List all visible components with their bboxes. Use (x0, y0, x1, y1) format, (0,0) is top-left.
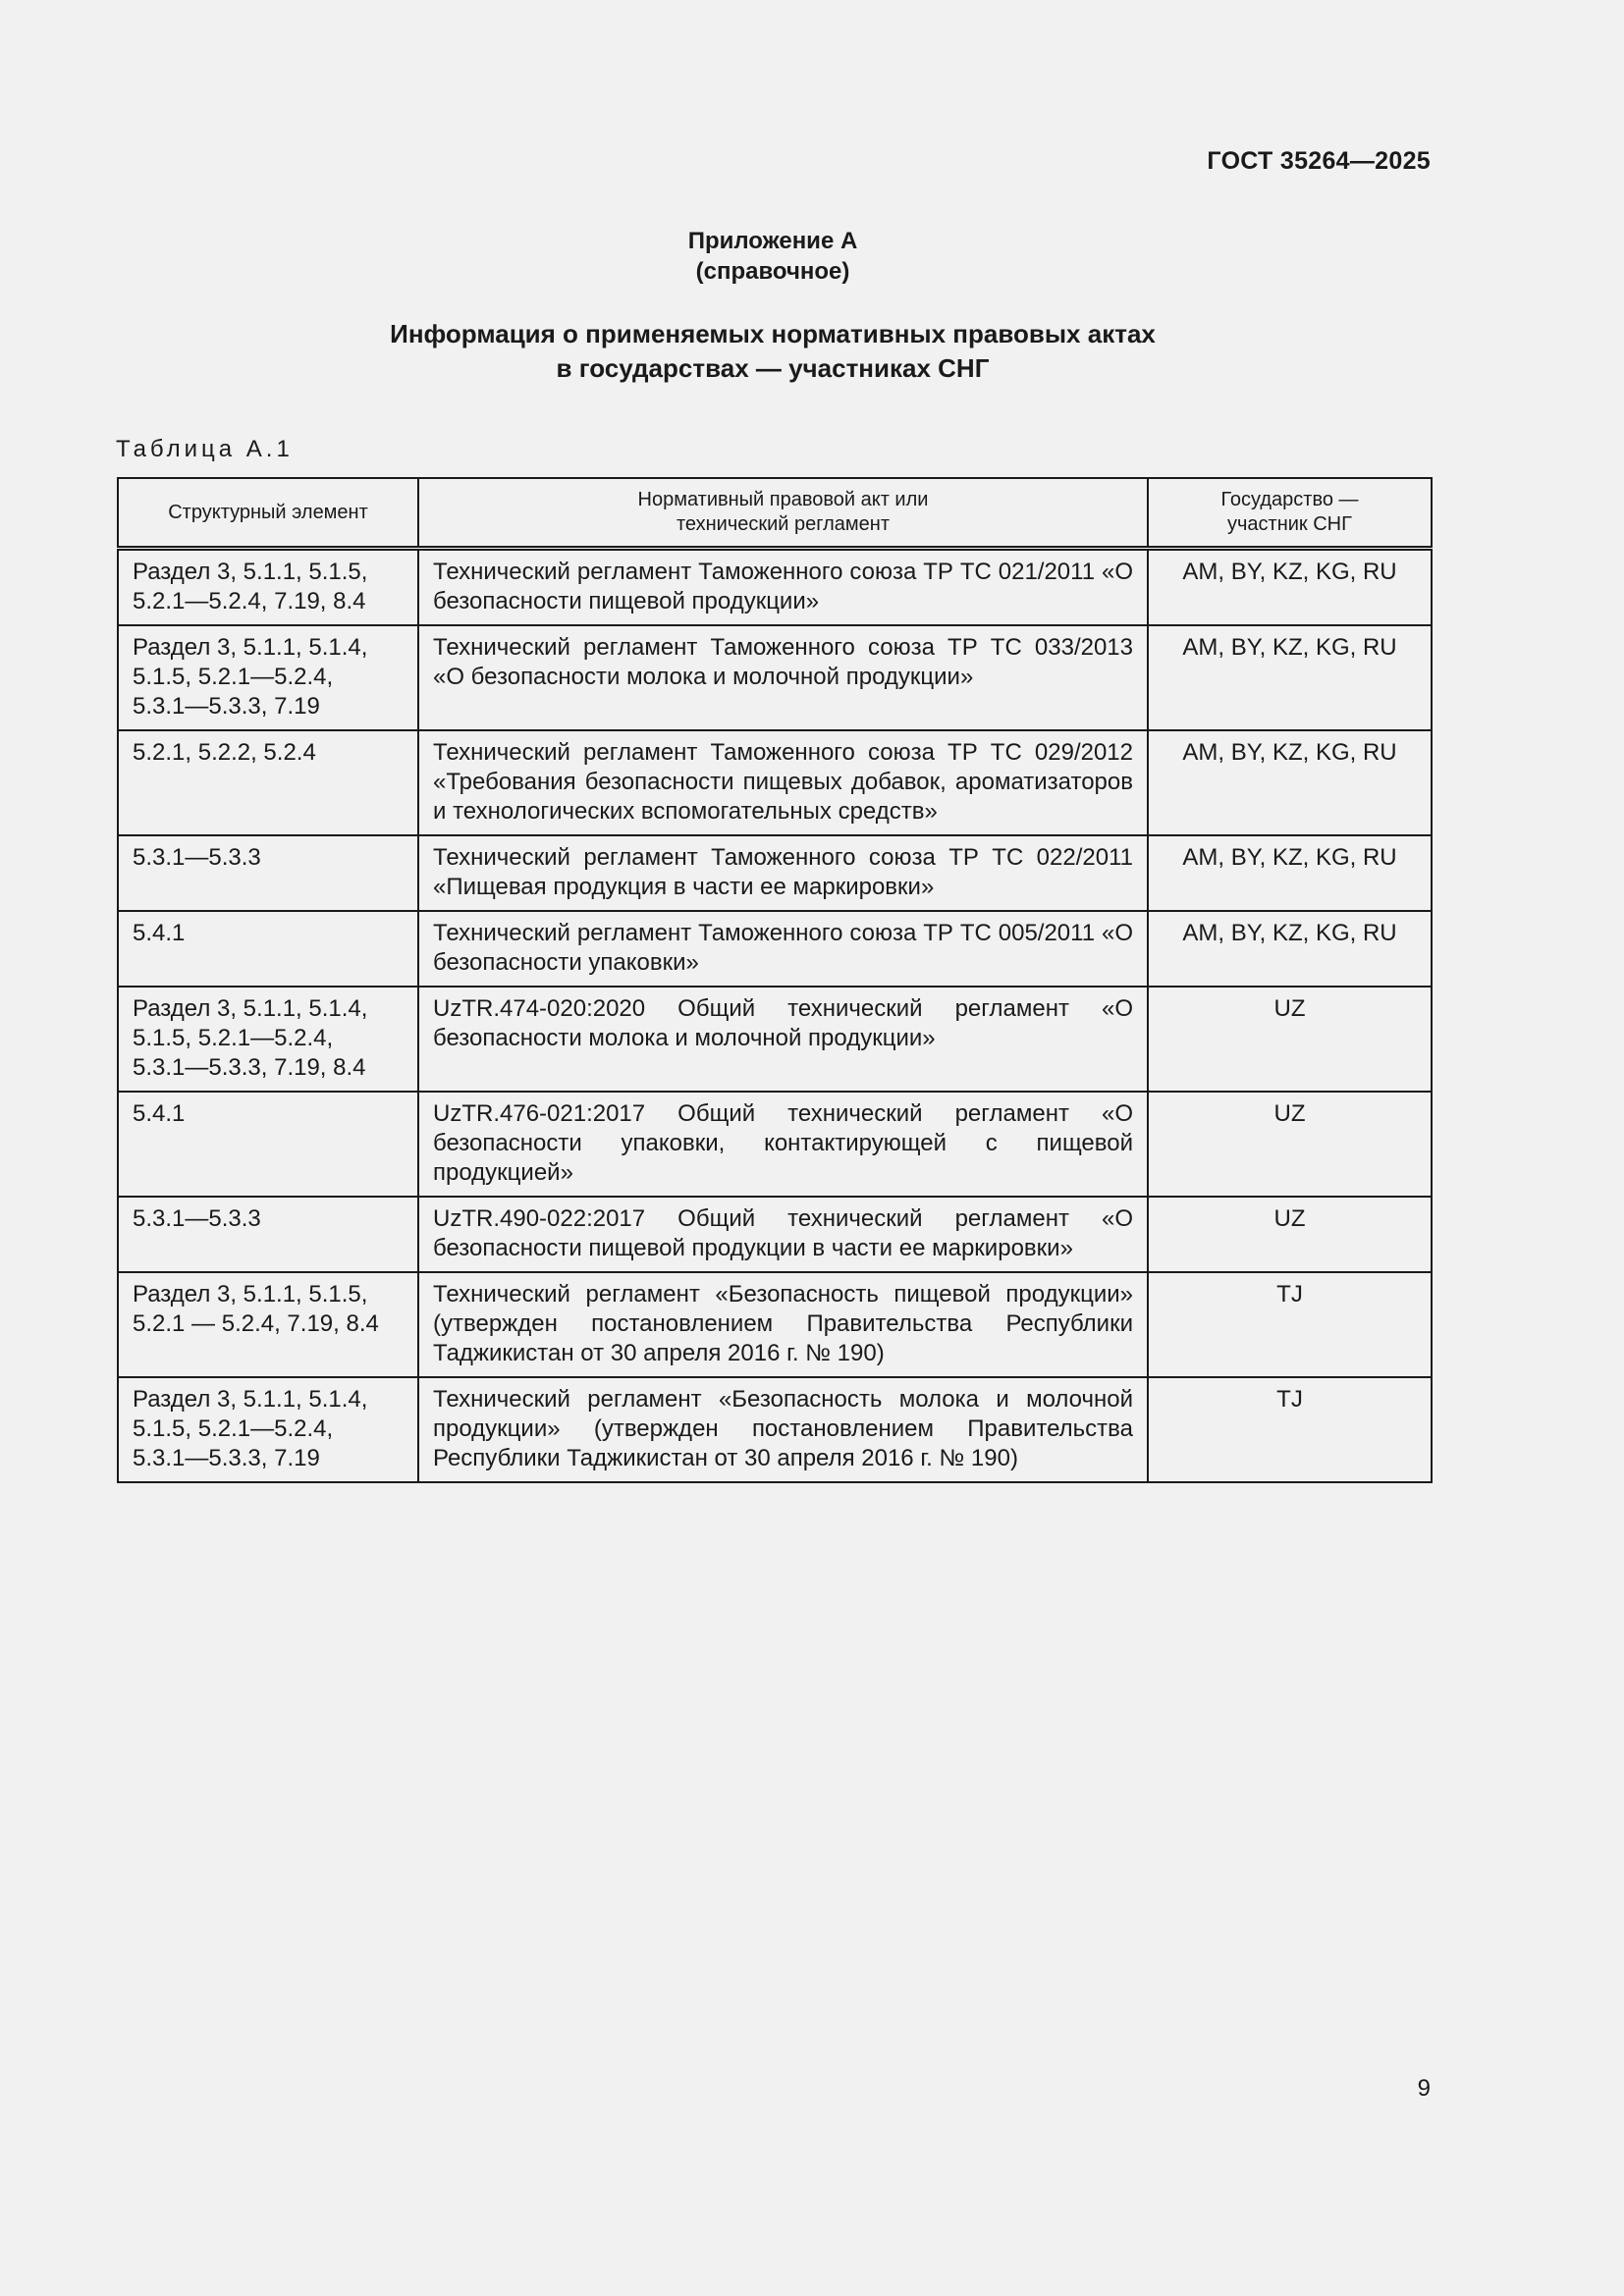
structure-line: 5.1.5, 5.2.1—5.2.4, (133, 664, 334, 690)
structure-line: Раздел 3, 5.1.1, 5.1.4, (133, 995, 368, 1022)
structure-line: Раздел 3, 5.1.1, 5.1.4, (133, 634, 368, 661)
cell-state: UZ (1148, 987, 1432, 1092)
structure-line: 5.4.1 (133, 920, 186, 946)
cell-structure (118, 987, 418, 1092)
annex-title: Приложение А (687, 228, 858, 254)
table-row (118, 1272, 1432, 1377)
cell-structure (118, 625, 418, 730)
header-structure-label: Структурный элемент (168, 501, 368, 523)
cell-structure (118, 1377, 418, 1482)
table-body (118, 549, 1432, 1483)
cell-state: UZ (1148, 1092, 1432, 1197)
cell-state: TJ (1148, 1377, 1432, 1482)
structure-line: 5.3.1—5.3.3 (133, 844, 261, 871)
cell-structure (118, 835, 418, 911)
cell-structure (118, 1197, 418, 1272)
table-row (118, 549, 1432, 626)
structure-line: 5.2.1 — 5.2.4, 7.19, 8.4 (133, 1310, 379, 1337)
header-state-line-2: участник СНГ (1227, 513, 1352, 535)
cell-act: Технический регламент Таможенного союза ТР ТС 022/2011 «Пищевая продукция в части ее маркировки» (418, 835, 1148, 911)
table-row (118, 730, 1432, 835)
structure-line: 5.2.1, 5.2.2, 5.2.4 (133, 739, 316, 766)
annex-heading (0, 317, 1545, 386)
cell-state: TJ (1148, 1272, 1432, 1377)
cell-structure (118, 1272, 418, 1377)
cell-act: UzTR.474-020:2020 Общий технический регламент «О безопасности молока и молочной продукции» (418, 987, 1148, 1092)
annex-type: (справочное) (695, 258, 850, 285)
structure-line: Раздел 3, 5.1.1, 5.1.5, (133, 1281, 368, 1308)
cell-state: AM, BY, KZ, KG, RU (1148, 625, 1432, 730)
cell-act: Технический регламент Таможенного союза ТР ТС 033/2013 «О безопасности молока и молочной продукции» (418, 625, 1148, 730)
regulations-table (117, 477, 1433, 1483)
header-act-line-1: Нормативный правовой акт или (637, 489, 929, 510)
header-structure (118, 478, 418, 549)
table-row (118, 835, 1432, 911)
header-state-line-1: Государство — (1220, 489, 1359, 510)
table-row (118, 1377, 1432, 1482)
table-row (118, 625, 1432, 730)
structure-line: 5.3.1—5.3.3 (133, 1205, 261, 1232)
cell-state: UZ (1148, 1197, 1432, 1272)
cell-structure (118, 549, 418, 626)
cell-state: AM, BY, KZ, KG, RU (1148, 730, 1432, 835)
header-state (1148, 478, 1432, 549)
table-row (118, 1197, 1432, 1272)
structure-line: 5.3.1—5.3.3, 7.19 (133, 1445, 320, 1471)
cell-act: UzTR.476-021:2017 Общий технический регламент «О безопасности упаковки, контактирующей с пищевой продукцией» (418, 1092, 1148, 1197)
structure-line: 5.1.5, 5.2.1—5.2.4, (133, 1415, 334, 1442)
table-header-row (118, 478, 1432, 549)
cell-act: UzTR.490-022:2017 Общий технический регламент «О безопасности пищевой продукции в части ее маркировки» (418, 1197, 1148, 1272)
annex-title-block (0, 226, 1545, 287)
cell-structure (118, 730, 418, 835)
structure-line: Раздел 3, 5.1.1, 5.1.4, (133, 1386, 368, 1413)
table-row (118, 987, 1432, 1092)
header-act-line-2: технический регламент (676, 513, 890, 535)
cell-act: Технический регламент «Безопасность молока и молочной продукции» (утвержден постановлением Правительства Республики Таджикистан от 30 апреля 2016 г. № 190) (418, 1377, 1148, 1482)
annex-heading-line-2: в государствах — участниках СНГ (556, 353, 990, 383)
structure-line: 5.2.1—5.2.4, 7.19, 8.4 (133, 588, 366, 614)
document-code: ГОСТ 35264—2025 (1207, 147, 1431, 175)
page-number: 9 (1417, 2075, 1431, 2102)
cell-state: AM, BY, KZ, KG, RU (1148, 911, 1432, 987)
cell-act: Технический регламент Таможенного союза ТР ТС 029/2012 «Требования безопасности пищевых добавок, ароматизаторов и технологических вспомогательных средств» (418, 730, 1148, 835)
cell-act: Технический регламент «Безопасность пищевой продукции» (утвержден постановлением Правительства Республики Таджикистан от 30 апреля 2016 г. № 190) (418, 1272, 1148, 1377)
structure-line: 5.3.1—5.3.3, 7.19, 8.4 (133, 1054, 366, 1081)
structure-line: 5.1.5, 5.2.1—5.2.4, (133, 1025, 334, 1051)
structure-line: 5.4.1 (133, 1100, 186, 1127)
annex-heading-line-1: Информация о применяемых нормативных правовых актах (390, 319, 1156, 348)
header-act (418, 478, 1148, 549)
table-caption: Таблица А.1 (116, 436, 294, 462)
cell-state: AM, BY, KZ, KG, RU (1148, 549, 1432, 626)
table-row (118, 911, 1432, 987)
structure-line: Раздел 3, 5.1.1, 5.1.5, (133, 559, 368, 585)
table-header (118, 478, 1432, 549)
table-row (118, 1092, 1432, 1197)
cell-act: Технический регламент Таможенного союза ТР ТС 021/2011 «О безопасности пищевой продукции» (418, 549, 1148, 626)
cell-act: Технический регламент Таможенного союза ТР ТС 005/2011 «О безопасности упаковки» (418, 911, 1148, 987)
cell-structure (118, 911, 418, 987)
structure-line: 5.3.1—5.3.3, 7.19 (133, 693, 320, 720)
cell-structure (118, 1092, 418, 1197)
cell-state: AM, BY, KZ, KG, RU (1148, 835, 1432, 911)
